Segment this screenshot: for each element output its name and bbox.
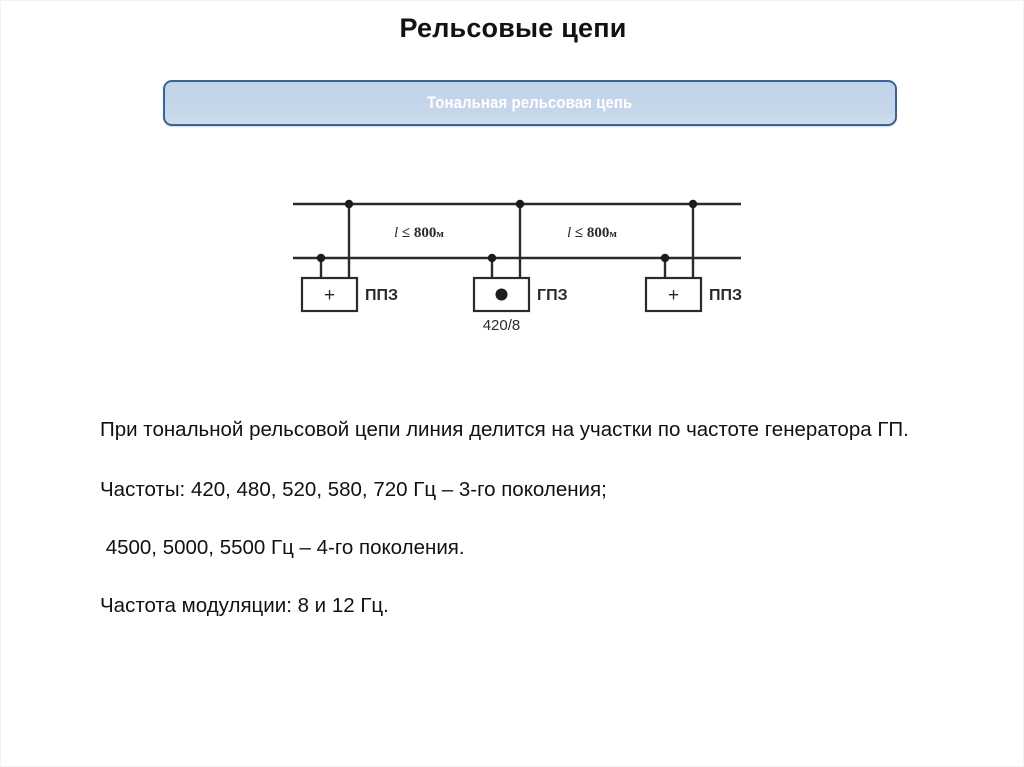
section-banner-label: Тональная рельсовая цепь <box>427 93 633 112</box>
paragraph-modulation-frequency: Частота модуляции: 8 и 12 Гц. <box>100 594 389 617</box>
section-banner[interactable] <box>163 80 897 126</box>
right-top-node <box>689 200 697 208</box>
span-label-right: l ≤ 800м <box>567 225 617 241</box>
paragraph-frequencies-gen4: 4500, 5000, 5500 Гц – 4-го поколения. <box>100 536 465 559</box>
paragraph-frequencies-gen3: Частоты: 420, 480, 520, 580, 720 Гц – 3-го поколения; <box>100 478 607 501</box>
mid-device-symbol <box>496 289 508 301</box>
rail-circuit-diagram <box>289 189 759 339</box>
mid-top-node <box>516 200 524 208</box>
right-device-label: ППЗ <box>709 287 743 304</box>
paragraph-intro: При тональной рельсовой цепи линия делится на участки по частоте генератора ГП. <box>100 418 909 441</box>
right-bottom-node <box>661 254 669 262</box>
mid-device-sublabel: 420/8 <box>482 317 521 334</box>
span-label-left: l ≤ 800м <box>394 225 444 241</box>
right-device-symbol: + <box>667 285 680 306</box>
page-title: Рельсовые цепи <box>399 13 627 43</box>
left-bottom-node <box>317 254 325 262</box>
mid-bottom-node <box>488 254 496 262</box>
mid-device-label: ГПЗ <box>537 287 568 304</box>
left-top-node <box>345 200 353 208</box>
left-device-label: ППЗ <box>365 287 399 304</box>
left-device-symbol: + <box>323 285 336 306</box>
body-text-block <box>100 415 950 621</box>
